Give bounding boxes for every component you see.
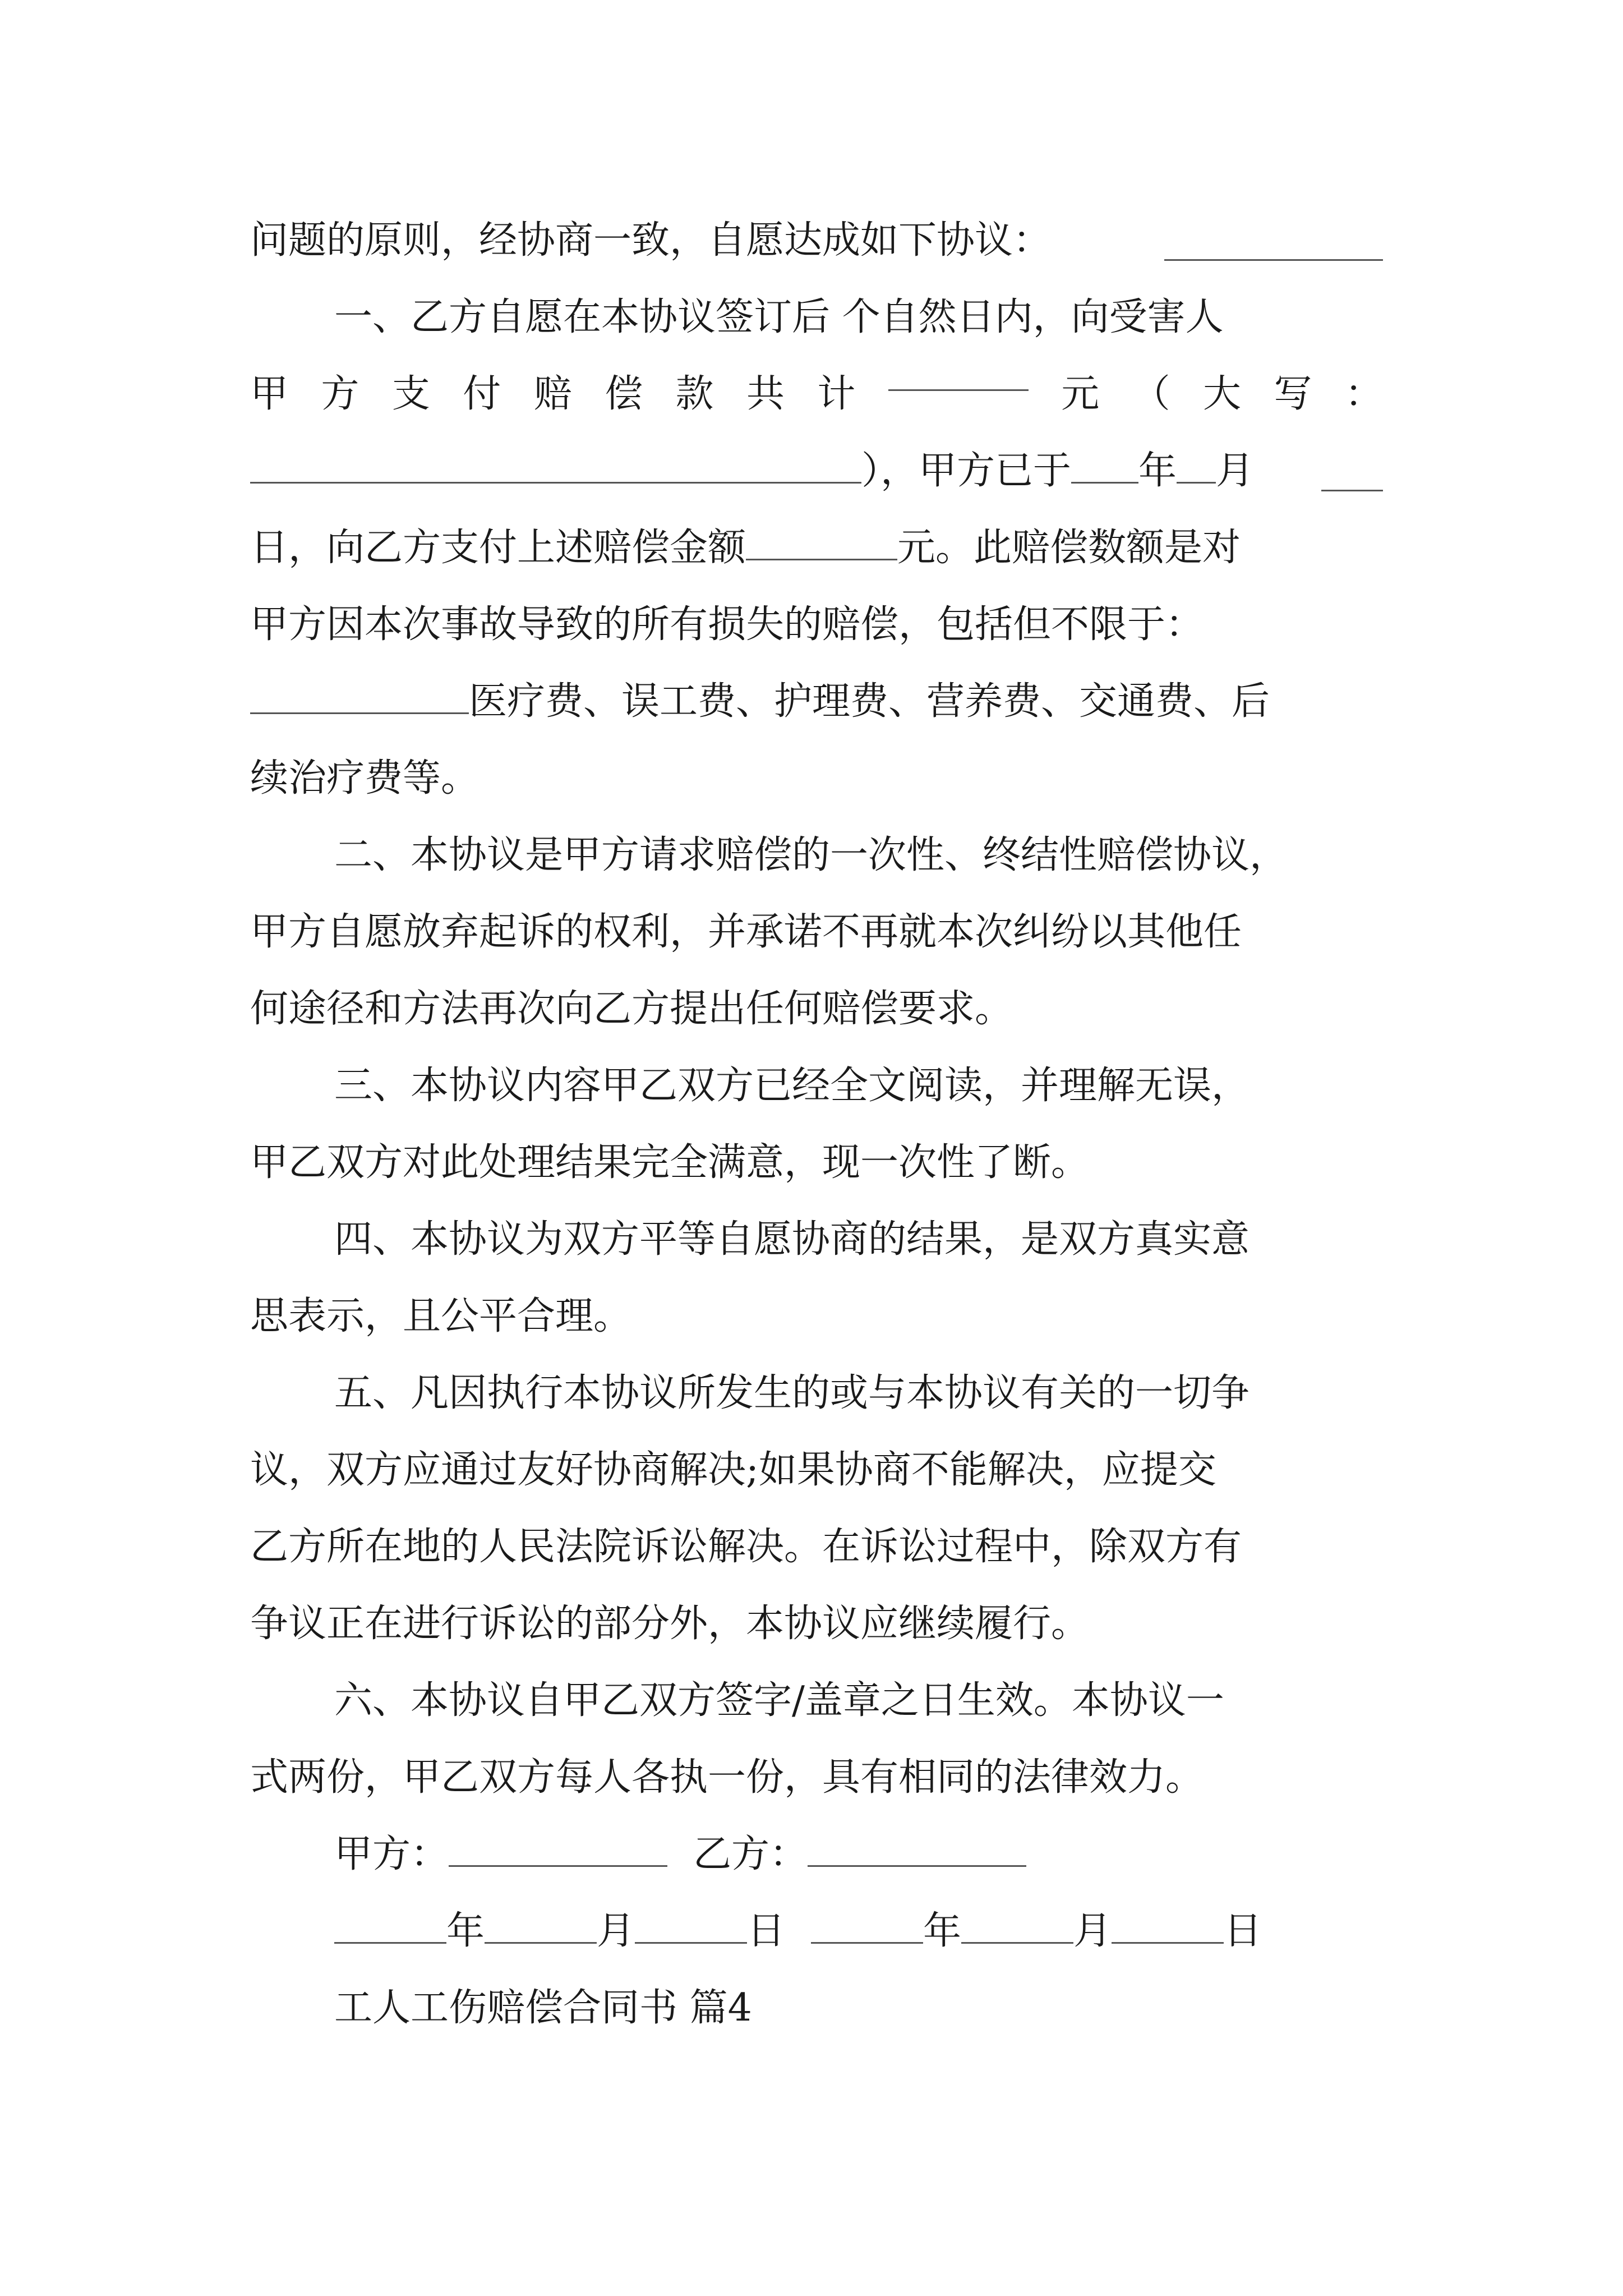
char: 大 — [1203, 372, 1242, 416]
clause-3-line-1 — [250, 1047, 1383, 1124]
clause-5-text: 争议正在进行诉讼的部分外，本协议应继续履行。 — [250, 1602, 1090, 1646]
clause-5-text: 五、凡因执行本协议所发生的或与本协议有关的一切争 — [334, 1371, 1250, 1415]
year-label: 年 — [446, 1909, 485, 1953]
clause-5-text: 乙方所在地的人民法院诉讼解决。在诉讼过程中，除双方有 — [250, 1525, 1242, 1569]
signature-line — [250, 1816, 1383, 1893]
char: （ — [1132, 372, 1170, 416]
char: 付 — [463, 372, 501, 416]
clause-1-line-5 — [250, 586, 1383, 663]
char: 支 — [391, 372, 430, 416]
month-blank[interactable] — [1177, 448, 1216, 484]
date-line — [250, 1893, 1383, 1970]
clause-1-line-7 — [250, 740, 1383, 817]
clause-6-line-2 — [250, 1739, 1383, 1816]
party-b-month-blank[interactable] — [961, 1908, 1073, 1944]
clause-1-line-2 — [250, 356, 1383, 432]
year-blank[interactable] — [1071, 448, 1138, 484]
clause-1-line-1 — [250, 279, 1383, 356]
clause-1-text: ），甲方已于 — [861, 449, 1072, 493]
section-title — [250, 1970, 1383, 2046]
clause-2-text: 二、本协议是甲方请求赔偿的一次性、终结性赔偿协议， — [334, 833, 1288, 877]
party-a-label: 甲方： — [334, 1832, 449, 1876]
day-label: 日 — [1224, 1909, 1262, 1953]
clause-3-text: 三、本协议内容甲乙双方已经全文阅读，并理解无误， — [334, 1064, 1250, 1108]
char: 款 — [675, 372, 714, 416]
agreement-body — [250, 202, 1383, 2046]
clause-5-text: 议，双方应通过友好协商解决;如果协商不能解决，应提交 — [250, 1448, 1216, 1492]
party-b-label: 乙方： — [693, 1832, 808, 1876]
year-label: 年 — [1138, 449, 1177, 493]
clause-2-line-1 — [250, 817, 1383, 894]
party-a-month-blank[interactable] — [485, 1908, 597, 1944]
clause-5-line-2 — [250, 1432, 1383, 1508]
char: 赔 — [533, 372, 572, 416]
char: 写 — [1274, 372, 1312, 416]
month-label: 月 — [1216, 449, 1255, 493]
intro-text: 问题的原则，经协商一致，自愿达成如下协议： — [250, 218, 1052, 263]
char: 共 — [746, 372, 785, 416]
clause-6-line-1 — [250, 1662, 1383, 1739]
clause-1-line-3 — [250, 432, 1383, 509]
clause-4-line-2 — [250, 1278, 1383, 1355]
clause-4-line-1 — [250, 1201, 1383, 1278]
intro-line — [250, 202, 1383, 279]
clause-1-text: 续治疗费等。 — [250, 756, 479, 800]
char: 方 — [321, 372, 359, 416]
char: 元 — [1061, 372, 1100, 416]
party-b-signature-field[interactable] — [808, 1832, 1026, 1867]
blank-field[interactable] — [250, 679, 469, 714]
paid-amount-blank[interactable] — [746, 525, 897, 560]
clause-5-line-4 — [250, 1585, 1383, 1662]
section-title-text: 工人工伤赔偿合同书 篇4 — [334, 1986, 752, 2030]
clause-1-text: 元。此赔偿数额是对 — [897, 526, 1241, 570]
blank-field[interactable] — [1164, 226, 1383, 261]
party-a-signature-field[interactable] — [449, 1832, 667, 1867]
char: 计 — [817, 372, 856, 416]
clause-1-text: 甲方因本次事故导致的所有损失的赔偿，包括但不限于： — [250, 602, 1204, 647]
char: 偿 — [605, 372, 643, 416]
clause-3-line-2 — [250, 1124, 1383, 1201]
year-label: 年 — [923, 1909, 962, 1953]
char: ： — [1344, 372, 1383, 416]
month-label: 月 — [1073, 1909, 1112, 1953]
month-label: 月 — [597, 1909, 635, 1953]
clause-2-line-3 — [250, 970, 1383, 1047]
clause-5-line-1 — [250, 1355, 1383, 1432]
party-b-day-blank[interactable] — [1112, 1908, 1224, 1944]
clause-3-text: 甲乙双方对此处理结果完全满意，现一次性了断。 — [250, 1140, 1090, 1185]
party-b-year-blank[interactable] — [811, 1908, 923, 1944]
clause-1-line-4 — [250, 509, 1383, 586]
clause-2-text: 甲方自愿放弃起诉的权利，并承诺不再就本次纠纷以其他任 — [250, 910, 1242, 954]
clause-1-text: 一、乙方自愿在本协议签订后 个自然日内，向受害人 — [334, 295, 1224, 339]
amount-words-blank[interactable] — [250, 448, 861, 484]
clause-6-text: 六、本协议自甲乙双方签字/盖章之日生效。本协议一 — [334, 1678, 1224, 1723]
day-label: 日 — [747, 1909, 786, 1953]
char: 甲 — [250, 372, 289, 416]
clause-1-line-6 — [250, 663, 1383, 740]
party-a-day-blank[interactable] — [635, 1908, 747, 1944]
day-blank[interactable] — [1321, 456, 1383, 491]
clause-4-text: 四、本协议为双方平等自愿协商的结果，是双方真实意 — [334, 1217, 1250, 1262]
clause-5-line-3 — [250, 1508, 1383, 1585]
clause-2-line-2 — [250, 894, 1383, 970]
party-a-year-blank[interactable] — [334, 1908, 446, 1944]
clause-4-text: 思表示，且公平合理。 — [250, 1294, 632, 1338]
amount-blank[interactable] — [888, 356, 1029, 391]
clause-1-text: 医疗费、误工费、护理费、营养费、交通费、后 — [469, 679, 1270, 724]
clause-2-text: 何途径和方法再次向乙方提出任何赔偿要求。 — [250, 987, 1013, 1031]
clause-1-text: 日，向乙方支付上述赔偿金额 — [250, 526, 746, 570]
clause-6-text: 式两份，甲乙双方每人各执一份，具有相同的法律效力。 — [250, 1755, 1204, 1800]
